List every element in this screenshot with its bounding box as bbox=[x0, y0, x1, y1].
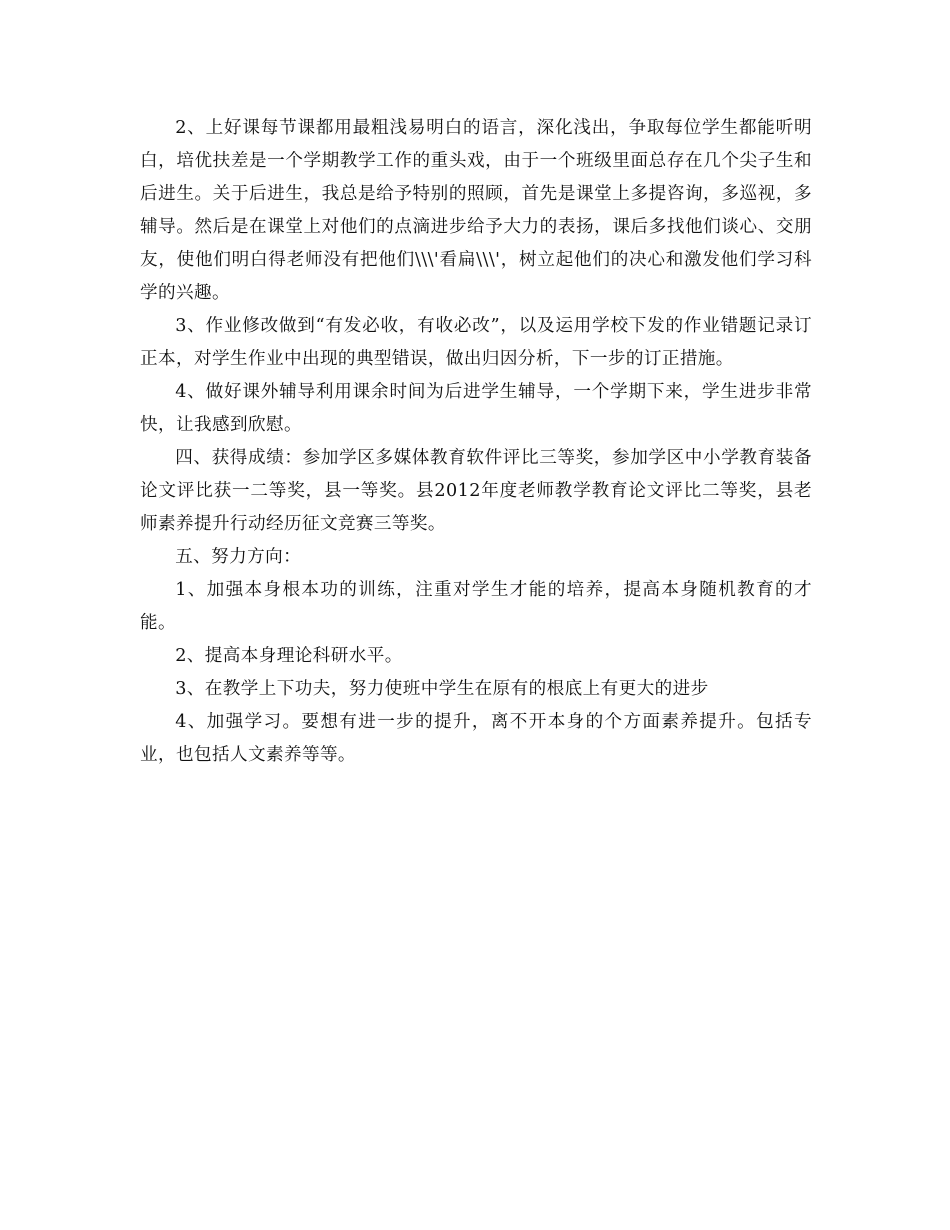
paragraph-teaching-language: 2、上好课每节课都用最粗浅易明白的语言，深化浅出，争取每位学生都能听明白，培优扶差是一个学期教学工作的重头戏，由于一个班级里面总存在几个尖子生和后进生。关于后进生，我总是给予特别的照顾，首先是课堂上多提咨询，多巡视，多辅导。然后是在课堂上对他们的点滴进步给予大力的表扬，课后多找他们谈心、交朋友，使他们明白得老师没有把他们\\\'看扁\\\'，树立起他们的决心和激发他们学习科学的兴趣。 bbox=[140, 118, 812, 303]
paragraph-homework-correction: 3、作业修改做到“有发必收，有收必改”，以及运用学校下发的作业错题记录订正本，对学生作业中出现的典型错误，做出归因分析，下一步的订正措施。 bbox=[140, 316, 812, 369]
paragraph-improvement-heading: 五、努力方向： bbox=[175, 547, 302, 567]
paragraph-improvement-item-2: 2、提高本身理论科研水平。 bbox=[175, 646, 403, 666]
paragraph-improvement-item-4: 4、加强学习。要想有进一步的提升，离不开本身的个方面素养提升。包括专业，也包括人文素养等等。 bbox=[140, 712, 812, 765]
paragraph-improvement-item-3: 3、在教学上下功夫，努力使班中学生在原有的根底上有更大的进步 bbox=[175, 679, 709, 699]
paragraph-extracurricular-tutoring: 4、做好课外辅导利用课余时间为后进学生辅导，一个学期下来，学生进步非常快，让我感到欣慰。 bbox=[140, 382, 812, 435]
paragraph-achievements: 四、获得成绩：参加学区多媒体教育软件评比三等奖，参加学区中小学教育装备论文评比获一二等奖，县一等奖。县2012年度老师教学教育论文评比二等奖，县老师素养提升行动经历征文竞赛三等奖。 bbox=[140, 448, 812, 534]
document-body bbox=[140, 112, 812, 772]
paragraph-improvement-item-1: 1、加强本身根本功的训练，注重对学生才能的培养，提高本身随机教育的才能。 bbox=[140, 580, 812, 633]
